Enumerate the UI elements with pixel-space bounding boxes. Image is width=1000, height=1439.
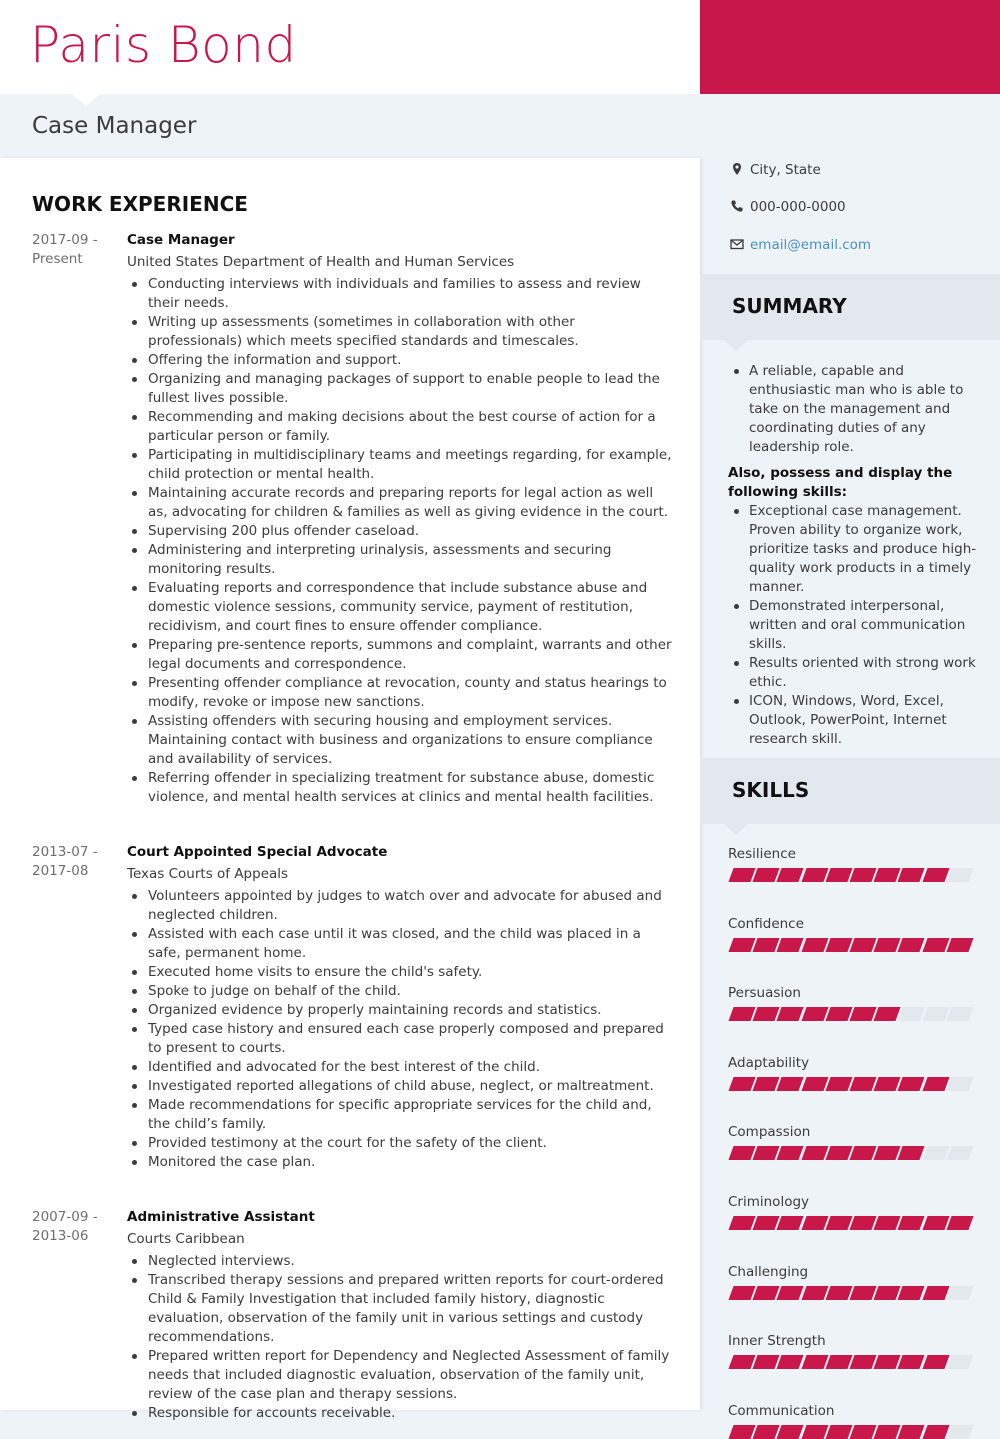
summary-skill-bullet: Demonstrated interpersonal, written and oral communication skills.	[728, 597, 978, 654]
job-bullet: Organizing and managing packages of support to enable people to lead the fullest lives possible.	[127, 370, 672, 408]
map-pin-icon	[730, 162, 744, 176]
skill-rating-segment	[777, 1007, 804, 1021]
summary-skill-bullet: Exceptional case management. Proven ability to organize work, prioritize tasks and produce high-quality work products in a timely manner.	[728, 502, 978, 597]
skill-rating-segment	[801, 1425, 828, 1439]
skill-rating-segment	[801, 938, 828, 952]
job-bullet: Executed home visits to ensure the child's safety.	[127, 963, 672, 982]
job-bullet: Preparing pre-sentence reports, summons and complaint, warrants and other legal documents and correspondence.	[127, 636, 672, 674]
candidate-name: Paris Bond	[30, 16, 297, 74]
skill-rating-segment	[801, 1355, 828, 1369]
skill-rating-segment	[753, 1146, 780, 1160]
skill-rating-segment	[753, 1077, 780, 1091]
skill-name: Inner Strength	[728, 1333, 826, 1350]
skill-rating-segment	[946, 1007, 973, 1021]
job-bullet: Supervising 200 plus offender caseload.	[127, 522, 672, 541]
summary-skill-bullet: Results oriented with strong work ethic.	[728, 654, 978, 692]
skill-rating-segment	[874, 1355, 901, 1369]
job-bullet: Provided testimony at the court for the safety of the client.	[127, 1134, 672, 1153]
envelope-icon	[730, 237, 744, 251]
skill-rating-segment	[898, 1216, 925, 1230]
job-bullet: Recommending and making decisions about the best course of action for a particular person or family.	[127, 408, 672, 446]
skill-item	[728, 1193, 973, 1230]
skill-rating-segment	[777, 1146, 804, 1160]
skill-rating-segment	[825, 1146, 852, 1160]
job-bullet: Conducting interviews with individuals and families to assess and review their needs.	[127, 275, 672, 313]
job-bullet-list	[127, 1252, 672, 1423]
skill-rating-segment	[922, 1077, 949, 1091]
skill-rating-segment	[898, 868, 925, 882]
skill-rating-segment	[825, 1007, 852, 1021]
summary-heading-band	[700, 274, 1000, 340]
skill-item	[728, 1054, 973, 1091]
skill-rating-segment	[946, 938, 973, 952]
job-date-end: 2017-08	[32, 863, 89, 879]
skill-item	[728, 1332, 973, 1369]
job-bullet: Organized evidence by properly maintaining records and statistics.	[127, 1001, 672, 1020]
skill-rating-segment	[849, 1286, 876, 1300]
job-date	[32, 843, 112, 881]
skill-rating-bar	[728, 1007, 972, 1021]
job-bullet: Spoke to judge on behalf of the child.	[127, 982, 672, 1001]
summary-bullet: A reliable, capable and enthusiastic man who is able to take on the management and coordinating duties of any leadership role.	[728, 362, 978, 457]
contact-phone	[730, 197, 846, 217]
skill-rating-segment	[801, 1146, 828, 1160]
skill-rating-bar	[728, 1077, 972, 1091]
skill-item	[728, 845, 973, 882]
skill-rating-segment	[874, 868, 901, 882]
job-date-start: 2007-09 -	[32, 1209, 98, 1225]
job-bullet: Volunteers appointed by judges to watch over and advocate for abused and neglected children.	[127, 887, 672, 925]
skill-name: Challenging	[728, 1263, 809, 1280]
skill-rating-segment	[849, 1355, 876, 1369]
skill-rating-segment	[825, 1077, 852, 1091]
job-bullet: Offering the information and support.	[127, 351, 672, 370]
job-bullet: Presenting offender compliance at revocation, county and status hearings to modify, revoke or impose new sanctions.	[127, 674, 672, 712]
skill-rating-segment	[898, 1146, 925, 1160]
skill-rating-segment	[728, 1355, 755, 1369]
job-organization: Courts Caribbean	[127, 1231, 245, 1247]
skill-rating-segment	[898, 1286, 925, 1300]
header-accent-block	[700, 0, 1000, 94]
job-date-end: Present	[32, 251, 83, 267]
summary-heading: SUMMARY	[732, 294, 847, 318]
skill-rating-segment	[777, 1077, 804, 1091]
skill-rating-segment	[825, 1286, 852, 1300]
skill-rating-segment	[849, 868, 876, 882]
skill-rating-segment	[946, 1146, 973, 1160]
skill-rating-bar	[728, 1146, 972, 1160]
job-role: Court Appointed Special Advocate	[127, 844, 388, 860]
skill-rating-segment	[898, 1355, 925, 1369]
skills-heading: SKILLS	[732, 778, 810, 802]
skill-item	[728, 915, 973, 952]
skill-rating-bar	[728, 1355, 972, 1369]
skill-rating-bar	[728, 1216, 972, 1230]
skill-item	[728, 1123, 973, 1160]
skill-rating-segment	[922, 1216, 949, 1230]
job-date-start: 2013-07 -	[32, 844, 98, 860]
skill-rating-segment	[946, 1425, 973, 1439]
skill-rating-segment	[922, 1425, 949, 1439]
skill-rating-segment	[825, 1216, 852, 1230]
job-date	[32, 1208, 112, 1246]
contact-location	[730, 160, 821, 180]
location-text: City, State	[750, 162, 821, 178]
skill-rating-segment	[777, 1355, 804, 1369]
skill-rating-bar	[728, 938, 972, 952]
job-bullet: Responsible for accounts receivable.	[127, 1404, 672, 1423]
skill-name: Persuasion	[728, 985, 801, 1002]
summary-intro-list	[728, 362, 978, 457]
skill-rating-segment	[946, 1355, 973, 1369]
skill-name: Confidence	[728, 915, 804, 932]
candidate-job-title: Case Manager	[32, 113, 197, 139]
job-role: Administrative Assistant	[127, 1209, 315, 1225]
job-date-end: 2013-06	[32, 1228, 89, 1244]
main-column	[0, 158, 700, 1421]
job-body	[127, 231, 672, 807]
skill-rating-segment	[753, 1216, 780, 1230]
job-bullet: Assisted with each case until it was closed, and the child was placed in a safe, permanent home.	[127, 925, 672, 963]
skill-rating-segment	[849, 1425, 876, 1439]
skill-rating-segment	[849, 1216, 876, 1230]
email-link[interactable]: email@email.com	[750, 237, 872, 253]
skill-rating-segment	[728, 1286, 755, 1300]
skill-rating-segment	[874, 938, 901, 952]
skill-rating-segment	[825, 1355, 852, 1369]
skill-rating-segment	[825, 1425, 852, 1439]
job-bullet: Transcribed therapy sessions and prepared written reports for court-ordered Child & Family Investigation that included family history, diagnostic evaluation, observation of the family unit in various settings and custody recommendations.	[127, 1271, 672, 1347]
skill-rating-segment	[874, 1146, 901, 1160]
skill-rating-segment	[777, 868, 804, 882]
skill-rating-segment	[898, 1077, 925, 1091]
skill-rating-segment	[728, 1216, 755, 1230]
skill-rating-segment	[946, 1077, 973, 1091]
skill-rating-segment	[946, 1286, 973, 1300]
skill-rating-segment	[777, 938, 804, 952]
skills-notch	[724, 824, 748, 835]
skill-rating-segment	[753, 1007, 780, 1021]
skill-item	[728, 1402, 973, 1439]
skill-name: Adaptability	[728, 1054, 810, 1071]
skill-rating-segment	[849, 1077, 876, 1091]
skill-rating-segment	[922, 1007, 949, 1021]
skills-heading-band	[700, 758, 1000, 824]
job-bullet: Maintaining accurate records and preparing reports for legal action as well as, advocating for children & families as well as giving evidence in the court.	[127, 484, 672, 522]
job-bullet: Made recommendations for specific appropriate services for the child and, the child’s family.	[127, 1096, 672, 1134]
job-bullet: Typed case history and ensured each case properly composed and prepared to present to courts.	[127, 1020, 672, 1058]
job-date-start: 2017-09 -	[32, 232, 98, 248]
skill-rating-segment	[777, 1425, 804, 1439]
skill-rating-segment	[728, 1146, 755, 1160]
skill-rating-segment	[801, 1286, 828, 1300]
skill-rating-segment	[801, 1077, 828, 1091]
skill-rating-segment	[801, 868, 828, 882]
skill-rating-segment	[922, 868, 949, 882]
summary-skill-bullet: ICON, Windows, Word, Excel, Outlook, PowerPoint, Internet research skill.	[728, 692, 978, 749]
skill-rating-segment	[728, 938, 755, 952]
skill-rating-segment	[753, 1286, 780, 1300]
skill-rating-segment	[922, 1286, 949, 1300]
summary-skill-list	[728, 502, 978, 749]
skill-name: Criminology	[728, 1194, 810, 1210]
skill-rating-segment	[728, 1007, 755, 1021]
job-bullet: Writing up assessments (sometimes in collaboration with other professionals) which meets specified standards and timescales.	[127, 313, 672, 351]
skill-rating-bar	[728, 1286, 972, 1300]
job-bullet: Investigated reported allegations of child abuse, neglect, or maltreatment.	[127, 1077, 672, 1096]
skill-rating-segment	[898, 938, 925, 952]
summary-notch	[724, 340, 748, 351]
skill-rating-segment	[849, 938, 876, 952]
skill-rating-segment	[825, 938, 852, 952]
skill-rating-segment	[874, 1007, 901, 1021]
job-bullet: Assisting offenders with securing housing and employment services. Maintaining contact with business and organizations to ensure compliance and availability of services.	[127, 712, 672, 769]
skill-rating-segment	[922, 938, 949, 952]
job-body	[127, 1208, 672, 1423]
skill-rating-segment	[753, 1355, 780, 1369]
skill-item	[728, 984, 973, 1021]
skill-rating-segment	[777, 1216, 804, 1230]
skill-rating-segment	[849, 1007, 876, 1021]
job-organization: Texas Courts of Appeals	[127, 866, 289, 882]
summary-sub-heading: Also, possess and display the following skills:	[728, 465, 953, 500]
job-bullet: Participating in multidisciplinary teams and meetings regarding, for example, child protection or mental health.	[127, 446, 672, 484]
skill-rating-segment	[801, 1007, 828, 1021]
skill-rating-bar	[728, 868, 972, 882]
skill-rating-segment	[874, 1077, 901, 1091]
title-notch	[72, 94, 100, 106]
phone-text: 000-000-0000	[750, 199, 846, 215]
job-body	[127, 843, 672, 1172]
skill-item	[728, 1263, 973, 1300]
skill-rating-segment	[777, 1286, 804, 1300]
job-bullet-list	[127, 275, 672, 807]
job-bullet: Prepared written report for Dependency and Neglected Assessment of family needs that included diagnostic evaluation, observation of the family unit, review of the case plan and therapy sessions.	[127, 1347, 672, 1404]
skill-rating-segment	[874, 1216, 901, 1230]
job-bullet: Referring offender in specializing treatment for substance abuse, domestic violence, and mental health services at clinics and mental health facilities.	[127, 769, 672, 807]
job-role: Case Manager	[127, 232, 235, 248]
skill-rating-segment	[825, 868, 852, 882]
job-bullet: Monitored the case plan.	[127, 1153, 672, 1172]
skill-rating-segment	[753, 1425, 780, 1439]
skill-rating-segment	[874, 1286, 901, 1300]
job-organization: United States Department of Health and Human Services	[127, 254, 515, 270]
job-bullet: Identified and advocated for the best interest of the child.	[127, 1058, 672, 1077]
skill-rating-segment	[946, 868, 973, 882]
skill-rating-segment	[753, 868, 780, 882]
contact-email[interactable]	[730, 235, 871, 255]
job-date	[32, 231, 112, 269]
skill-rating-segment	[849, 1146, 876, 1160]
skill-rating-segment	[946, 1216, 973, 1230]
skill-rating-segment	[898, 1425, 925, 1439]
skill-rating-segment	[753, 938, 780, 952]
job-bullet: Administering and interpreting urinalysis, assessments and securing monitoring results.	[127, 541, 672, 579]
skill-name: Compassion	[728, 1124, 811, 1141]
skill-name: Communication	[728, 1402, 835, 1419]
job-bullet-list	[127, 887, 672, 1172]
work-experience-heading: WORK EXPERIENCE	[32, 192, 248, 216]
skill-rating-segment	[922, 1355, 949, 1369]
skill-rating-segment	[728, 868, 755, 882]
job-bullet: Neglected interviews.	[127, 1252, 672, 1271]
skill-rating-bar	[728, 1425, 972, 1439]
skill-rating-segment	[728, 1425, 755, 1439]
skill-rating-segment	[728, 1077, 755, 1091]
phone-icon	[730, 199, 744, 213]
skill-rating-segment	[922, 1146, 949, 1160]
skill-rating-segment	[801, 1216, 828, 1230]
skill-name: Resilience	[728, 846, 796, 862]
skill-rating-segment	[874, 1425, 901, 1439]
summary-section	[728, 362, 978, 749]
job-bullet: Evaluating reports and correspondence that include substance abuse and domestic violence sessions, community service, payment of restitution, recidivism, and court fines to ensure offender compliance.	[127, 579, 672, 636]
skill-rating-segment	[898, 1007, 925, 1021]
